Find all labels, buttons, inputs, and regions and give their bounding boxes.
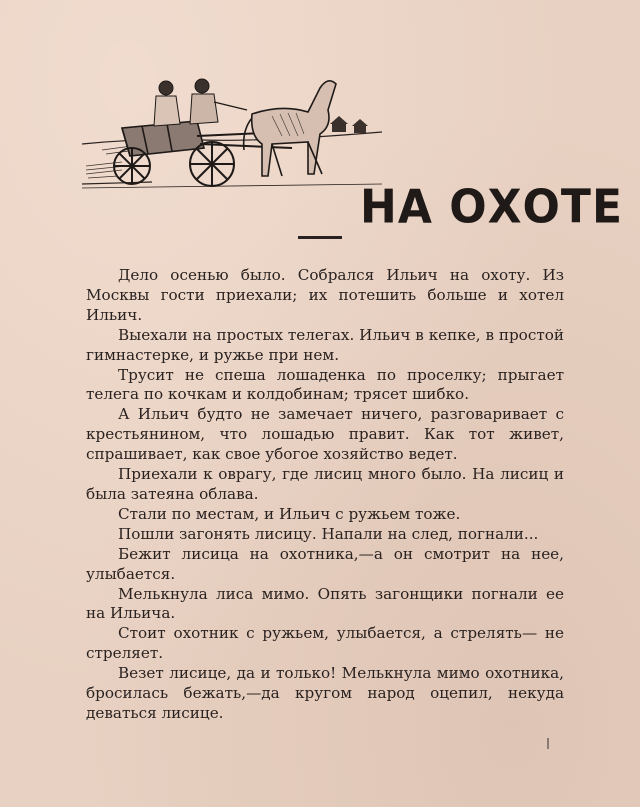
page-mark (547, 738, 549, 749)
paragraph: А Ильич будто не замечает ничего, разговаривает с крестьянином, что лошадью правит. Как тот живет, спрашивает, как свое убогое хозяйство ведет. (86, 405, 564, 464)
paragraph: Пошли загонять лисицу. Напали на след, погнали... (118, 524, 539, 543)
paragraph: Бежит лисица на охотника,—а он смотрит на нее, улыбается. (86, 544, 564, 583)
paragraph: Дело осенью было. Собрался Ильич на охоту. Из Москвы гости приехали; их потешить больше и хотел Ильич. (86, 266, 564, 324)
paragraph: Везет лисице, да и только! Мелькнула мимо охотника, бросилась бежать,—да кругом народ оцепил, некуда деваться лисице. (86, 664, 564, 722)
title-divider (298, 236, 342, 239)
chapter-title: НА ОХОТЕ (360, 180, 623, 235)
chapter-header (82, 66, 623, 235)
paragraph: Трусит не спеша лошаденка по проселку; прыгает телега по кочкам и колдобинам; трясет шибко. (86, 365, 564, 404)
horse-cart-illustration (82, 66, 382, 216)
paragraph: Приехали к оврагу, где лисиц много было. На лисиц и была затеяна облава. (86, 465, 564, 503)
paragraph: Стали по местам, и Ильич с ружьем тоже. (118, 504, 461, 523)
paragraph: Выехали на простых телегах. Ильич в кепке, в простой гимнастерке, и ружье при нем. (86, 325, 564, 364)
paragraph: Мелькнула лиса мимо. Опять загонщики погнали ее на Ильича. (86, 584, 564, 623)
paragraph: Стоит охотник с ружьем, улыбается, а стрелять— не стреляет. (86, 624, 564, 663)
body-text (86, 266, 564, 724)
